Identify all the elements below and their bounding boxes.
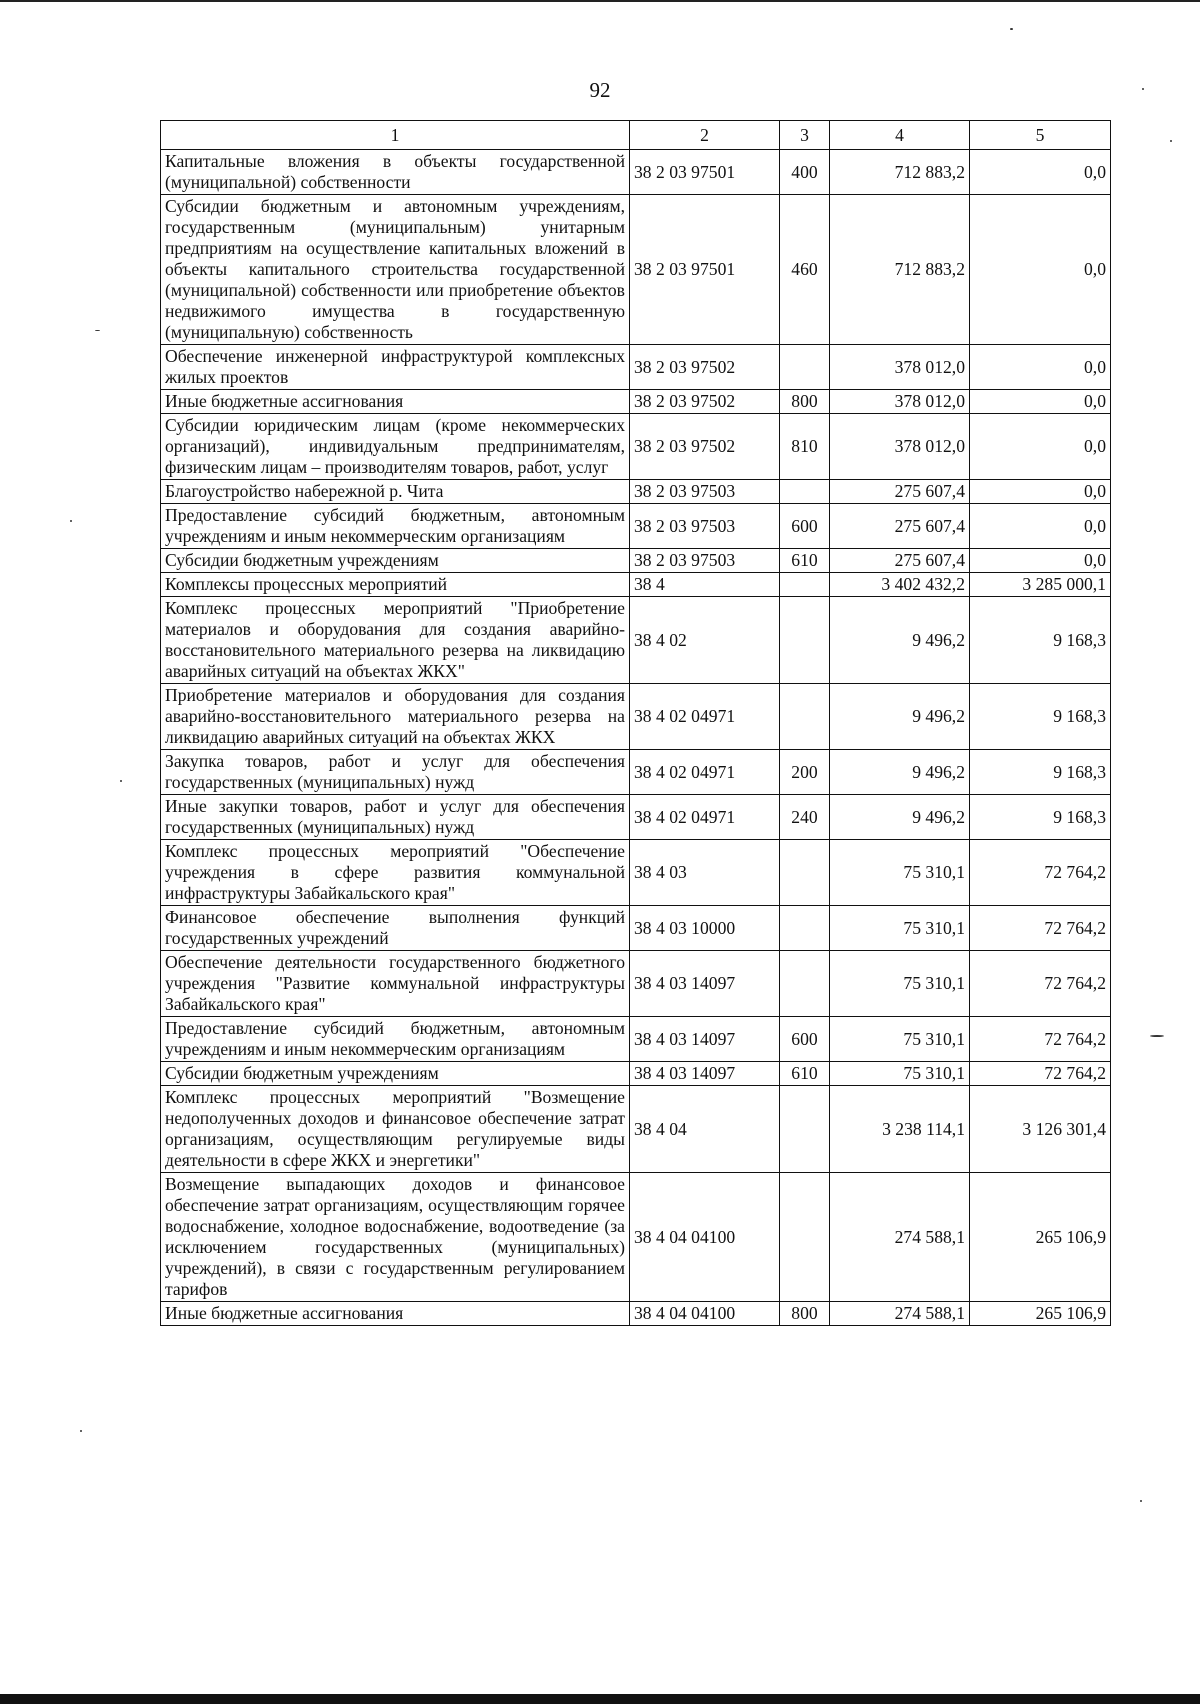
table-row	[161, 951, 1111, 1017]
row-amount-col-4: 75 310,1	[830, 840, 970, 906]
row-name: Капитальные вложения в объекты государственной (муниципальной) собственности	[161, 150, 630, 195]
row-code: 38 4 03	[630, 840, 780, 906]
table-row	[161, 906, 1111, 951]
row-expense-type: 610	[780, 1062, 830, 1086]
header-col-4: 4	[830, 121, 970, 150]
row-amount-col-5: 9 168,3	[970, 684, 1111, 750]
row-amount-col-5: 72 764,2	[970, 951, 1111, 1017]
table-row	[161, 597, 1111, 684]
row-code: 38 4 04 04100	[630, 1302, 780, 1326]
row-code: 38 2 03 97503	[630, 504, 780, 549]
row-expense-type	[780, 951, 830, 1017]
row-expense-type: 600	[780, 1017, 830, 1062]
row-amount-col-4: 9 496,2	[830, 597, 970, 684]
row-amount-col-5: 72 764,2	[970, 840, 1111, 906]
row-amount-col-4: 3 238 114,1	[830, 1086, 970, 1173]
row-amount-col-4: 75 310,1	[830, 1017, 970, 1062]
table-row	[161, 1086, 1111, 1173]
row-name: Предоставление субсидий бюджетным, автономным учреждениям и иным некоммерческим организациям	[161, 504, 630, 549]
row-amount-col-5: 72 764,2	[970, 1017, 1111, 1062]
row-code: 38 4 03 14097	[630, 1062, 780, 1086]
row-expense-type: 400	[780, 150, 830, 195]
row-name: Субсидии бюджетным учреждениям	[161, 1062, 630, 1086]
row-name: Комплексы процессных мероприятий	[161, 573, 630, 597]
row-code: 38 2 03 97501	[630, 150, 780, 195]
row-amount-col-4: 75 310,1	[830, 1062, 970, 1086]
scan-speck	[1140, 1500, 1142, 1502]
row-code: 38 2 03 97501	[630, 195, 780, 345]
row-code: 38 4 03 10000	[630, 906, 780, 951]
row-code: 38 4 02 04971	[630, 684, 780, 750]
row-expense-type: 200	[780, 750, 830, 795]
row-amount-col-5: 0,0	[970, 195, 1111, 345]
row-expense-type: 240	[780, 795, 830, 840]
row-amount-col-5: 9 168,3	[970, 795, 1111, 840]
header-col-2: 2	[630, 121, 780, 150]
row-code: 38 4	[630, 573, 780, 597]
row-name: Финансовое обеспечение выполнения функций государственных учреждений	[161, 906, 630, 951]
row-code: 38 4 03 14097	[630, 1017, 780, 1062]
row-name: Субсидии юридическим лицам (кроме некоммерческих организаций), индивидуальным предпринимателям, физическим лицам – производителям товаров, работ, услуг	[161, 414, 630, 480]
scan-speck	[80, 1430, 82, 1432]
row-expense-type: 600	[780, 504, 830, 549]
row-expense-type	[780, 906, 830, 951]
row-amount-col-5: 0,0	[970, 390, 1111, 414]
row-name: Обеспечение инженерной инфраструктурой комплексных жилых проектов	[161, 345, 630, 390]
row-amount-col-4: 3 402 432,2	[830, 573, 970, 597]
row-amount-col-4: 712 883,2	[830, 150, 970, 195]
scan-speck	[1142, 88, 1144, 90]
row-amount-col-4: 275 607,4	[830, 549, 970, 573]
header-col-1: 1	[161, 121, 630, 150]
row-name: Иные бюджетные ассигнования	[161, 390, 630, 414]
row-amount-col-5: 0,0	[970, 504, 1111, 549]
scan-speck	[1150, 1035, 1164, 1037]
row-amount-col-5: 72 764,2	[970, 1062, 1111, 1086]
row-name: Субсидии бюджетным учреждениям	[161, 549, 630, 573]
row-amount-col-4: 274 588,1	[830, 1173, 970, 1302]
table-row	[161, 684, 1111, 750]
row-name: Комплекс процессных мероприятий "Обеспечение учреждения в сфере развития коммунальной инфраструктуры Забайкальского края"	[161, 840, 630, 906]
header-col-3: 3	[780, 121, 830, 150]
row-amount-col-5: 0,0	[970, 414, 1111, 480]
scan-speck	[1010, 28, 1013, 30]
row-amount-col-4: 378 012,0	[830, 414, 970, 480]
row-code: 38 4 02 04971	[630, 795, 780, 840]
row-amount-col-4: 75 310,1	[830, 906, 970, 951]
row-expense-type	[780, 1173, 830, 1302]
row-name: Закупка товаров, работ и услуг для обеспечения государственных (муниципальных) нужд	[161, 750, 630, 795]
row-amount-col-4: 9 496,2	[830, 795, 970, 840]
row-amount-col-5: 0,0	[970, 480, 1111, 504]
row-amount-col-4: 712 883,2	[830, 195, 970, 345]
table-row	[161, 480, 1111, 504]
row-amount-col-4: 274 588,1	[830, 1302, 970, 1326]
header-col-5: 5	[970, 121, 1111, 150]
row-code: 38 4 04 04100	[630, 1173, 780, 1302]
table-row	[161, 504, 1111, 549]
row-expense-type: 800	[780, 390, 830, 414]
row-amount-col-4: 75 310,1	[830, 951, 970, 1017]
row-expense-type	[780, 840, 830, 906]
row-name: Комплекс процессных мероприятий "Приобретение материалов и оборудования для создания аварийно-восстановительного материального резерва на ликвидацию аварийных ситуаций на объектах ЖКХ"	[161, 597, 630, 684]
row-name: Благоустройство набережной р. Чита	[161, 480, 630, 504]
row-name: Субсидии бюджетным и автономным учреждениям, государственным (муниципальным) унитарным предприятиям на осуществление капитальных вложений в объекты капитального строительства государственной (муниципальной) собственности или приобретение объектов недвижимого имущества в государственную (муниципальную) собственность	[161, 195, 630, 345]
row-name: Обеспечение деятельности государственного бюджетного учреждения "Развитие коммунальной инфраструктуры Забайкальского края"	[161, 951, 630, 1017]
row-amount-col-4: 9 496,2	[830, 684, 970, 750]
row-name: Комплекс процессных мероприятий "Возмещение недополученных доходов и финансовое обеспечение затрат организациям, осуществляющим регулируемые виды деятельности в сфере ЖКХ и энергетики"	[161, 1086, 630, 1173]
row-code: 38 4 02	[630, 597, 780, 684]
row-expense-type: 610	[780, 549, 830, 573]
row-code: 38 2 03 97503	[630, 549, 780, 573]
row-expense-type	[780, 1086, 830, 1173]
row-amount-col-5: 9 168,3	[970, 597, 1111, 684]
row-expense-type: 810	[780, 414, 830, 480]
row-expense-type	[780, 480, 830, 504]
row-amount-col-4: 275 607,4	[830, 480, 970, 504]
row-code: 38 4 04	[630, 1086, 780, 1173]
row-expense-type	[780, 597, 830, 684]
row-expense-type	[780, 573, 830, 597]
table-row	[161, 573, 1111, 597]
row-name: Иные бюджетные ассигнования	[161, 1302, 630, 1326]
table-row	[161, 795, 1111, 840]
scan-speck	[95, 330, 100, 331]
table-row	[161, 750, 1111, 795]
row-code: 38 2 03 97502	[630, 414, 780, 480]
table-row	[161, 345, 1111, 390]
row-expense-type: 460	[780, 195, 830, 345]
row-expense-type: 800	[780, 1302, 830, 1326]
row-code: 38 4 03 14097	[630, 951, 780, 1017]
row-expense-type	[780, 684, 830, 750]
row-code: 38 2 03 97502	[630, 390, 780, 414]
row-amount-col-4: 9 496,2	[830, 750, 970, 795]
scan-speck	[120, 780, 122, 782]
row-amount-col-5: 0,0	[970, 549, 1111, 573]
row-amount-col-5: 265 106,9	[970, 1302, 1111, 1326]
table-row	[161, 150, 1111, 195]
table-row	[161, 414, 1111, 480]
row-amount-col-5: 265 106,9	[970, 1173, 1111, 1302]
row-code: 38 2 03 97502	[630, 345, 780, 390]
row-amount-col-5: 3 285 000,1	[970, 573, 1111, 597]
row-amount-col-4: 378 012,0	[830, 390, 970, 414]
row-amount-col-5: 0,0	[970, 150, 1111, 195]
row-expense-type	[780, 345, 830, 390]
row-amount-col-5: 0,0	[970, 345, 1111, 390]
scan-speck	[70, 520, 72, 522]
row-amount-col-5: 9 168,3	[970, 750, 1111, 795]
row-name: Возмещение выпадающих доходов и финансовое обеспечение затрат организациям, осуществляющим горячее водоснабжение, холодное водоснабжение, водоотведение (за исключением государственных (муниципальных) учреждений), в связи с государственным регулированием тарифов	[161, 1173, 630, 1302]
table-row	[161, 1173, 1111, 1302]
page-number: 92	[589, 78, 611, 102]
row-name: Предоставление субсидий бюджетным, автономным учреждениям и иным некоммерческим организациям	[161, 1017, 630, 1062]
table-row	[161, 549, 1111, 573]
row-amount-col-5: 3 126 301,4	[970, 1086, 1111, 1173]
row-amount-col-4: 275 607,4	[830, 504, 970, 549]
table-body	[161, 150, 1111, 1326]
scan-speck	[1170, 140, 1172, 142]
table-row	[161, 390, 1111, 414]
table-row	[161, 1302, 1111, 1326]
header-row	[161, 121, 1111, 150]
row-name: Приобретение материалов и оборудования для создания аварийно-восстановительного материального резерва на ликвидацию аварийных ситуаций на объектах ЖКХ	[161, 684, 630, 750]
row-amount-col-5: 72 764,2	[970, 906, 1111, 951]
row-code: 38 4 02 04971	[630, 750, 780, 795]
table-row	[161, 195, 1111, 345]
row-code: 38 2 03 97503	[630, 480, 780, 504]
table-row	[161, 840, 1111, 906]
row-name: Иные закупки товаров, работ и услуг для обеспечения государственных (муниципальных) нужд	[161, 795, 630, 840]
row-amount-col-4: 378 012,0	[830, 345, 970, 390]
table-row	[161, 1017, 1111, 1062]
table-row	[161, 1062, 1111, 1086]
budget-table	[160, 120, 1111, 1326]
